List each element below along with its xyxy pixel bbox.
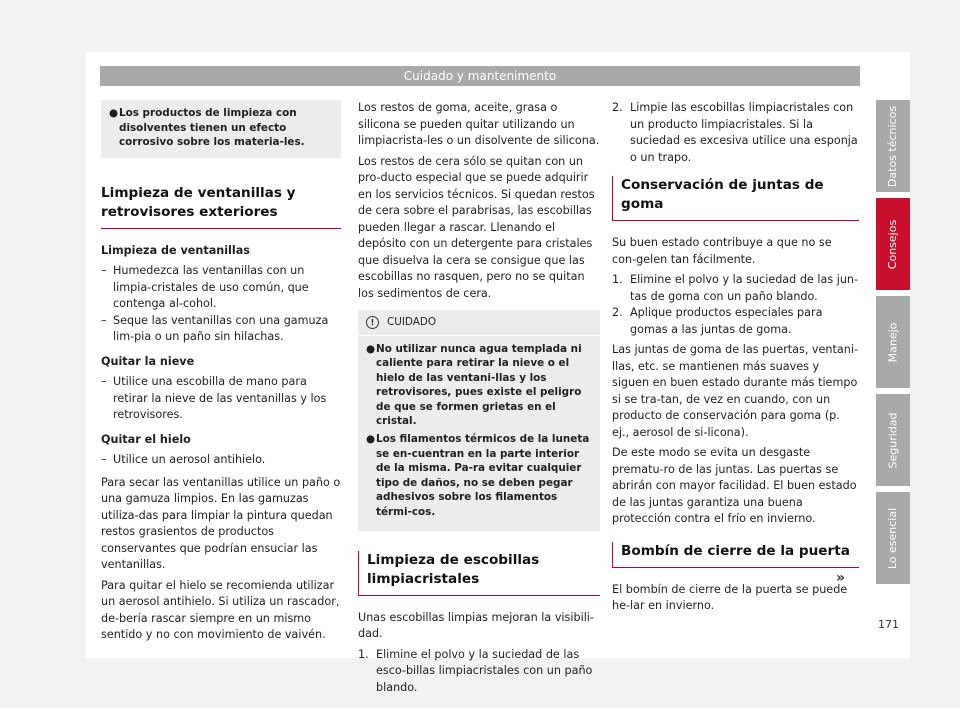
list-item: – Humedezca las ventanillas con un limpia-cristales de uso común, que contenga al-cohol. [101, 264, 309, 311]
list-item: 2. Aplique productos especiales para gomas a las juntas de goma. [612, 306, 823, 336]
heading-text: Limpieza de escobillas limpiacristales [367, 551, 540, 587]
bullet-icon: ● [366, 342, 376, 355]
caution-item: ● Los filamentos térmicos de la luneta se en-cuentran en la parte interior de la misma. Pa-ra evitar cualquier tipo de daños, no se deben pegar adhesivos sobre los filamentos térmi-cos. [366, 433, 590, 519]
list-item: 1. Elimine el polvo y la suciedad de las esco-billas limpiacristales con un paño blando. [358, 647, 593, 694]
list-item: 1. Elimine el polvo y la suciedad de las jun-tas de goma con un paño blando. [612, 273, 859, 303]
paragraph: Para quitar el hielo se recomienda utilizar un aerosol antihielo. Si utiliza un rascador, de-bería rascar siempre en un mismo sentido y no con movimiento de vaivén. [101, 578, 340, 642]
caution-item: ● No utilizar nunca agua templada ni caliente para retirar la nieve o el hielo de las ventani-llas y los retrovisores, pues existe el peligro de que se formen grietas en el cristal. [366, 342, 582, 428]
caution-body [358, 336, 600, 531]
caution-icon: ! [366, 316, 379, 329]
list-item: – Utilice un aerosol antihielo. [101, 453, 266, 467]
subheading-ice: Quitar el hielo [101, 432, 191, 446]
caution-header [358, 310, 600, 336]
subheading-clean-windows: Limpieza de ventanillas [101, 243, 250, 257]
tab-datos-tecnicos[interactable]: Datos técnicos [876, 100, 910, 192]
column-2 [358, 100, 600, 696]
bullet-icon: ● [366, 433, 376, 446]
section-heading-windows [101, 184, 341, 229]
heading-text: Bombín de cierre de la puerta [621, 542, 850, 559]
list-item: 2. Limpie las escobillas limpiacristales con un producto limpiacristales. Si la suciedad es excesiva utilice una esponja o un trapo. [612, 101, 858, 164]
bullet-icon: ● [109, 107, 119, 119]
paragraph: Para secar las ventanillas utilice un paño o una gamuza limpios. En las gamuzas utiliza-das para limpiar la pintura quedan restos grasientos de productos conservantes que podrían ensuciar las ventanillas. [101, 475, 341, 572]
page-number: 171 [878, 618, 899, 631]
tab-consejos[interactable]: Consejos [876, 198, 910, 290]
paragraph: Su buen estado contribuye a que no se con-gelen tan fácilmente. [612, 236, 832, 266]
warning-note [101, 100, 341, 158]
tab-lo-esencial[interactable]: Lo esencial [876, 492, 910, 584]
paragraph: Las juntas de goma de las puertas, ventani-llas, etc. se mantienen más suaves y siguen en buen estado durante más tiempo si se tra-tan, de vez en cuando, con un producto de conservación para goma (p. ej., aerosol de si-licona). [612, 343, 859, 439]
continue-marker: » [836, 570, 846, 586]
warning-text: Los productos de limpieza con disolventes tienen un efecto corrosivo sobre los materia-les. [119, 107, 305, 149]
paragraph: Los restos de cera sólo se quitan con un pro-ducto especial que se puede adquirir en los servicios técnicos. Si quedan restos de cera sobre el parabrisas, las escobillas pueden llegar a rascar. Llenando el depósito con un detergente para cristales que disuelva la cera se consigue que las escobillas no rasquen, pero no se quitan los sedimentos de cera. [358, 154, 595, 300]
column-1 [101, 100, 341, 648]
subheading-snow: Quitar la nieve [101, 354, 195, 368]
column-3 [612, 100, 859, 619]
section-heading-rubber-seals [612, 176, 859, 221]
caution-box [358, 310, 600, 531]
paragraph: Unas escobillas limpias mejoran la visibili-dad. [358, 610, 594, 641]
running-header: Cuidado y mantenimento [100, 66, 860, 86]
caution-label: CUIDADO [387, 316, 437, 328]
tab-manejo[interactable]: Manejo [876, 296, 910, 388]
tab-seguridad[interactable]: Seguridad [876, 394, 910, 486]
heading-text: Limpieza de ventanillas y retrovisores exteriores [101, 184, 296, 220]
heading-text: Conservación de juntas de goma [621, 177, 824, 212]
paragraph: El bombín de cierre de la puerta se puede he-lar en invierno. [612, 582, 848, 612]
list-item: – Seque las ventanillas con una gamuza lim-pia o un paño sin hilachas. [101, 313, 329, 344]
section-heading-door-lock [612, 542, 859, 568]
paragraph: De este modo se evita un desgaste prematu-ro de las juntas. Las puertas se abrirán con mayor facilidad. El buen estado de las juntas garantiza una buena protección contra el frío en invierno. [612, 446, 857, 525]
paragraph: Los restos de goma, aceite, grasa o silicona se pueden quitar utilizando un limpiacrista-les o un disolvente de silicona. [358, 101, 600, 147]
section-heading-wipers [358, 551, 600, 596]
list-item: – Utilice una escobilla de mano para retirar la nieve de las ventanillas y los retrovisores. [101, 375, 327, 422]
